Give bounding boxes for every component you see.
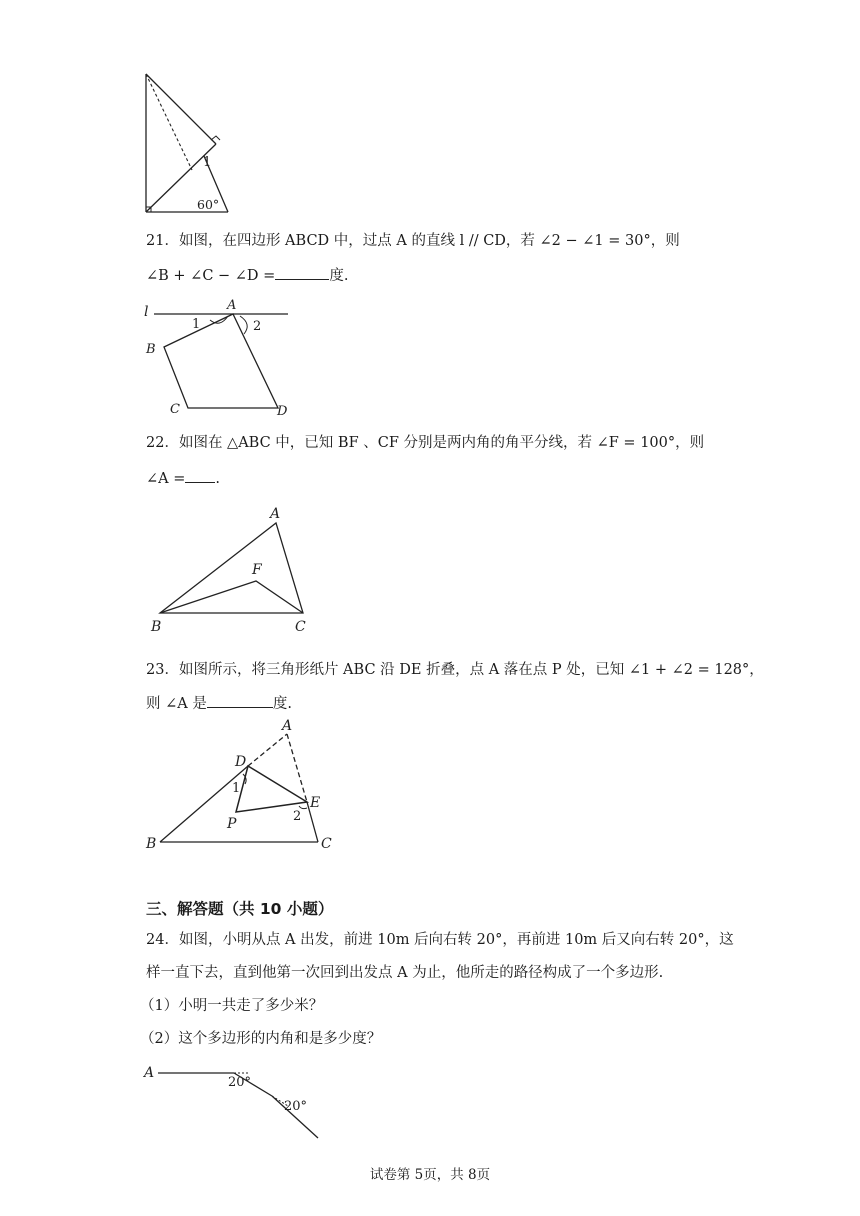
fig23-label-E: E <box>310 795 321 811</box>
q24-line1: 24．如图，小明从点 A 出发，前进 10m 后向右转 20°，再前进 10m 后又向右转 20°，这 <box>146 932 734 948</box>
fig21-label-1: 1 <box>192 317 201 332</box>
fig23-label-A: A <box>282 718 293 734</box>
fig23-label-B: B <box>146 836 157 852</box>
q24-sub1: （1）小明一共走了多少米？ <box>140 998 324 1014</box>
q21-line1: 21．如图，在四边形 ABCD 中，过点 A 的直线 l // CD，若 ∠2 − ∠1 = 30°，则 <box>146 233 680 249</box>
fig21-label-D: D <box>277 404 288 418</box>
q21-answer-blank[interactable] <box>275 265 329 280</box>
fig24-angle-2: 20° <box>284 1099 308 1114</box>
q22-line1: 22．如图在 △ABC 中，已知 BF 、CF 分别是两内角的角平分线，若 ∠F = 100°，则 <box>146 435 705 451</box>
fig22-label-A: A <box>270 506 281 522</box>
figure-q23 <box>140 716 340 856</box>
figure-q20 <box>140 66 240 218</box>
fig23-label-C: C <box>321 836 332 852</box>
q23-line2: 则 ∠A 是 度. <box>146 693 292 714</box>
section-3-heading: 三、解答题（共 10 小题） <box>146 900 334 918</box>
q21-line2: ∠B + ∠C − ∠D = 度. <box>146 265 348 286</box>
figure-q22 <box>140 502 320 638</box>
fig21-label-A: A <box>227 298 237 313</box>
q22-line2: ∠A = . <box>146 468 220 489</box>
figure-q21 <box>140 294 300 418</box>
fig21-label-l: l <box>144 304 149 320</box>
fig21-label-C: C <box>170 402 180 417</box>
page-footer: 试卷第 5页，共 8页 <box>369 1167 491 1183</box>
figure-q24 <box>140 1060 340 1144</box>
fig24-label-A: A <box>144 1065 155 1081</box>
fig23-label-P: P <box>227 816 237 832</box>
fig20-angle-60: 60° <box>197 197 220 212</box>
fig22-label-B: B <box>151 619 162 635</box>
q22-answer-blank[interactable] <box>185 468 215 483</box>
q23-answer-blank[interactable] <box>207 693 273 708</box>
fig23-label-1: 1 <box>232 781 241 796</box>
fig20-angle-1: 1 <box>203 155 212 170</box>
fig22-label-F: F <box>252 562 262 578</box>
fig22-label-C: C <box>295 619 306 635</box>
fig21-label-B: B <box>146 342 156 357</box>
q24-line2: 样一直下去，直到他第一次回到出发点 A 为止，他所走的路径构成了一个多边形. <box>146 965 664 981</box>
fig23-label-2: 2 <box>293 809 302 824</box>
fig23-label-D: D <box>235 754 247 770</box>
fig21-label-2: 2 <box>253 319 262 334</box>
q24-sub2: （2）这个多边形的内角和是多少度？ <box>140 1031 382 1047</box>
fig24-angle-1: 20° <box>228 1075 252 1090</box>
q23-line1: 23．如图所示，将三角形纸片 ABC 沿 DE 折叠，点 A 落在点 P 处，已知 ∠1 + ∠2 = 128°， <box>146 662 764 678</box>
